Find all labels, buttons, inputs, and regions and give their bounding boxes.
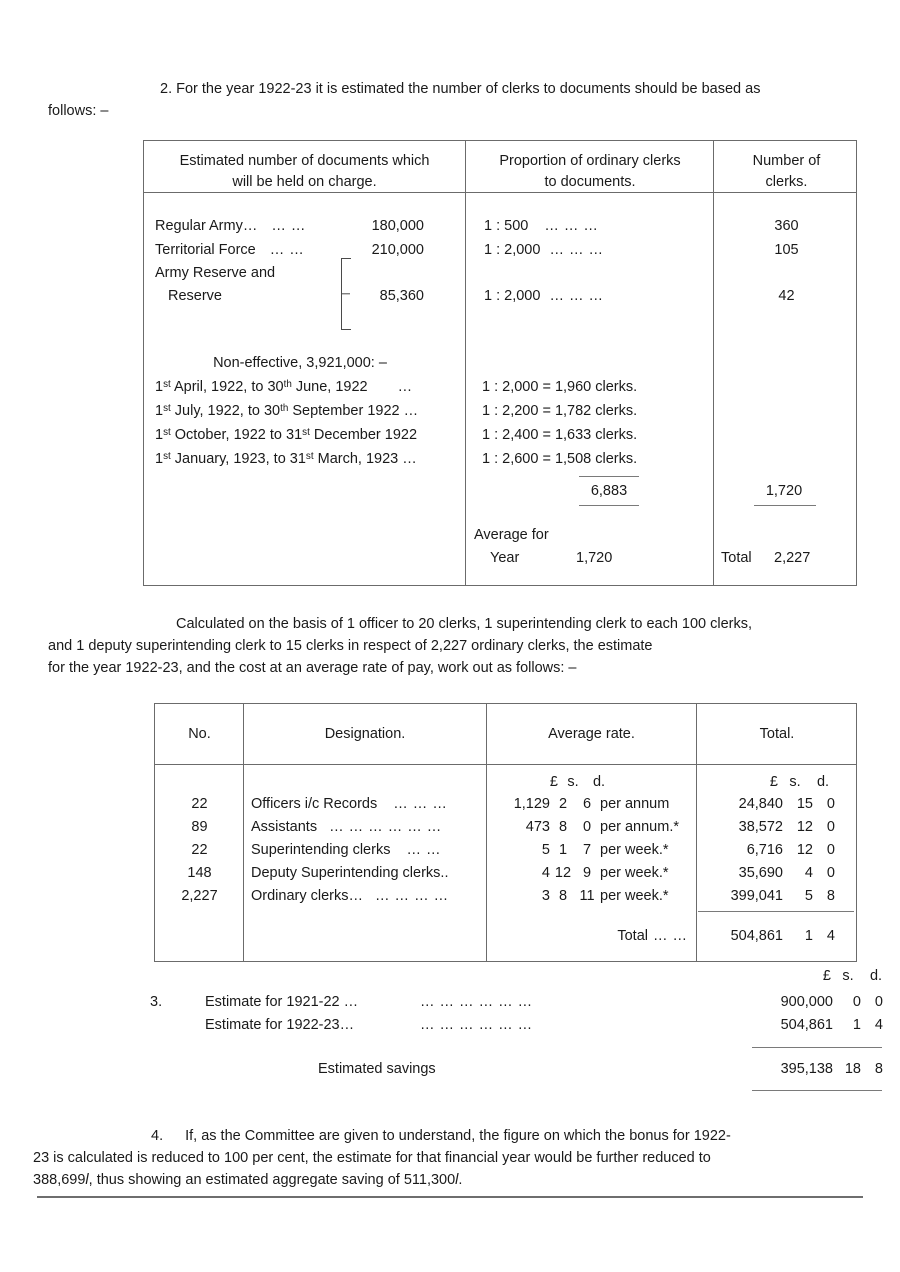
leader-dots: … … [406, 842, 442, 858]
rate-currency-header [488, 772, 695, 794]
table2-row-3-no: 22 [191, 842, 208, 858]
table2-divider-3 [696, 704, 697, 961]
leader-dots: … … … [393, 796, 448, 812]
table2-row-3-designation: Superintending clerks … … [251, 842, 442, 858]
table2-row-2-no: 89 [191, 819, 208, 835]
table1-row-2-documents: 210,000 [371, 242, 424, 258]
pence-symbol: d. [869, 968, 883, 984]
table1-divider-2 [713, 141, 714, 585]
section3-row-2-amount: 504,861 1 4 [780, 1017, 883, 1033]
clerks-to-documents-table [143, 140, 857, 586]
non-effective-period-4: 1st January, 1923, to 31st March, 1923 … [155, 450, 417, 467]
pound-symbol: £ [769, 774, 778, 790]
table1-row-3-documents: 85,360 [379, 288, 424, 304]
shillings-symbol: s. [842, 968, 854, 984]
non-effective-ratio-2: 1 : 2,200 = 1,782 clerks. [482, 403, 638, 419]
table2-row-5-no: 2,227 [181, 888, 218, 904]
paragraph-4-line-2: 23 is calculated is reduced to 100 per cent, the estimate for that financial year would be further reduced to [33, 1150, 711, 1166]
non-effective-heading: Non-effective, 3,921,000: – [213, 355, 387, 371]
shillings-symbol: s. [567, 774, 579, 790]
table2-header-rule [155, 764, 856, 765]
table1-divider-1 [465, 141, 466, 585]
section3-savings-label: Estimated savings [318, 1061, 436, 1077]
leader-dots: … … … [549, 242, 604, 258]
pound-symbol: £ [822, 968, 831, 984]
non-effective-subtotal-clerks: 1,720 [765, 483, 803, 499]
table2-row-4-no: 148 [187, 865, 212, 881]
paragraph-2 [48, 78, 848, 122]
leader-dots: … … … [549, 288, 604, 304]
subtotal-clerks-rule [754, 505, 816, 506]
table1-row-3-proportion: 1 : 2,000 … … … [484, 288, 604, 304]
table1-row-3-label-line-1: Army Reserve and [155, 265, 276, 281]
table2-row-1-no: 22 [191, 796, 208, 812]
table2-header-average-rate: Average rate. [548, 726, 635, 742]
pound-symbol: £ [549, 774, 558, 790]
table1-row-1-documents: 180,000 [371, 218, 424, 234]
table1-header-proportion: Proportion of ordinary clerks to documents. [499, 153, 681, 190]
table1-row-1-proportion: 1 : 500 … … … [484, 218, 599, 234]
subtotal-rule-top [579, 476, 639, 477]
table2-divider-1 [243, 704, 244, 961]
table2-row-2-designation: Assistants … … … … … … [251, 819, 442, 835]
table1-row-2-proportion: 1 : 2,000 … … … [484, 242, 604, 258]
pence-symbol: d. [592, 774, 606, 790]
section3-row-1-leader: … … … … … … [420, 994, 533, 1010]
shillings-symbol: s. [789, 774, 801, 790]
table2-row-3-total: 6,716 12 0 [746, 842, 835, 858]
average-for-year-value: 1,720 [576, 550, 613, 566]
non-effective-period-3: 1st October, 1922 to 31st December 1922 [155, 426, 418, 443]
table2-row-1-designation: Officers i/c Records … … … [251, 796, 448, 812]
table2-row-5-rate: 3 8 11 per week.* [541, 888, 669, 904]
average-for-year-label-line-2: Year [490, 550, 520, 566]
table2-row-4-designation: Deputy Superintending clerks.. [251, 865, 449, 881]
paragraph-4-line-3: 388,699l, thus showing an estimated aggregate saving of 511,300l. [33, 1172, 463, 1188]
table1-row-2-clerks: 105 [774, 242, 799, 258]
table2-row-3-rate: 5 1 7 per week.* [541, 842, 669, 858]
estimate-cost-table [154, 703, 857, 962]
table2-row-2-rate: 473 8 0 per annum.* [525, 819, 679, 835]
leader-dots: … … [269, 242, 305, 258]
table2-divider-2 [486, 704, 487, 961]
section3-row-2-leader: … … … … … … [420, 1017, 533, 1033]
table2-row-2-total: 38,572 12 0 [738, 819, 835, 835]
pence-symbol: d. [816, 774, 830, 790]
non-effective-ratio-4: 1 : 2,600 = 1,508 clerks. [482, 451, 638, 467]
paragraph-2-line-1: 2. For the year 1922-23 it is estimated the number of clerks to documents should be based as [160, 81, 761, 97]
section3-savings-amount: 395,138 18 8 [780, 1061, 883, 1077]
section3-number: 3. [150, 994, 163, 1010]
table2-header-no: No. [188, 726, 211, 742]
non-effective-ratio-1: 1 : 2,000 = 1,960 clerks. [482, 379, 638, 395]
subtotal-rule-bottom [579, 505, 639, 506]
section3-savings-rule-bottom [752, 1090, 882, 1091]
leader-dots: … … … … … … [329, 819, 442, 835]
leader-dots: … … … [544, 218, 599, 234]
table1-total-label: Total [721, 550, 752, 566]
table2-row-4-total: 35,690 4 0 [738, 865, 835, 881]
section3-row-2-label: Estimate for 1922-23… [205, 1017, 355, 1033]
non-effective-ratio-3: 1 : 2,400 = 1,633 clerks. [482, 427, 638, 443]
non-effective-subtotal-proportion: 6,883 [590, 483, 628, 499]
table2-total-value: 504,861 1 4 [730, 928, 835, 944]
table1-total-value: 2,227 [774, 550, 811, 566]
table2-row-4-rate: 4 12 9 per week.* [541, 865, 669, 881]
table1-row-1-label: Regular Army… … … [155, 218, 306, 234]
paragraph-4 [33, 1125, 858, 1191]
table2-header-total: Total. [759, 726, 795, 742]
table2-total-label: Total [617, 928, 648, 944]
non-effective-period-1: 1st April, 1922, to 30th June, 1922 … [155, 378, 413, 395]
leader-dots: … … … … [375, 888, 449, 904]
table2-row-5-designation: Ordinary clerks… … … … … [251, 888, 449, 904]
table1-row-3-clerks: 42 [778, 288, 795, 304]
paragraph-calculated [48, 613, 853, 679]
table1-row-2-label: Territorial Force … … [155, 242, 305, 258]
paragraph-calculated-line-1: Calculated on the basis of 1 officer to 20 clerks, 1 superintending clerk to each 100 clerks, [176, 616, 753, 632]
average-for-year-label-line-1: Average for [474, 527, 549, 543]
paragraph-calculated-line-3: for the year 1922-23, and the cost at an average rate of pay, work out as follows: – [48, 660, 577, 676]
table1-row-1-clerks: 360 [774, 218, 799, 234]
section3-row-1-amount: 900,000 0 0 [780, 994, 883, 1010]
footer-rule [37, 1196, 863, 1198]
table2-header-designation: Designation. [324, 726, 406, 742]
table1-row-3-label-line-2: Reserve [168, 288, 222, 304]
section3-currency-header [751, 966, 887, 988]
pounds-abbrev: l [455, 1172, 459, 1188]
total-currency-header [698, 772, 856, 794]
section3-row-1-label: Estimate for 1921-22 … [205, 994, 359, 1010]
table2-total-leader: … … [653, 928, 688, 944]
paragraph-4-line-1: 4. If, as the Committee are given to understand, the figure on which the bonus for 1922- [151, 1128, 731, 1144]
table1-header-documents: Estimated number of documents which will be held on charge. [179, 153, 430, 190]
leader-dots: … … [271, 218, 306, 234]
paragraph-2-line-2: follows: – [48, 103, 109, 119]
pounds-abbrev: l [85, 1172, 89, 1188]
table2-row-1-total: 24,840 15 0 [738, 796, 835, 812]
table2-row-5-total: 399,041 5 8 [730, 888, 835, 904]
paragraph-calculated-line-2: and 1 deputy superintending clerk to 15 clerks in respect of 2,227 ordinary clerks, the estimate [48, 638, 653, 654]
table2-total-rule [698, 911, 854, 912]
leader-dots: … [397, 379, 413, 395]
non-effective-period-2: 1st July, 1922, to 30th September 1922 … [155, 402, 419, 419]
table1-header-clerks: Number of clerks. [752, 153, 821, 190]
paragraph-4-number: 4. [151, 1128, 164, 1144]
table2-row-1-rate: 1,129 2 6 per annum [513, 796, 670, 812]
section3-savings-rule-top [752, 1047, 882, 1048]
